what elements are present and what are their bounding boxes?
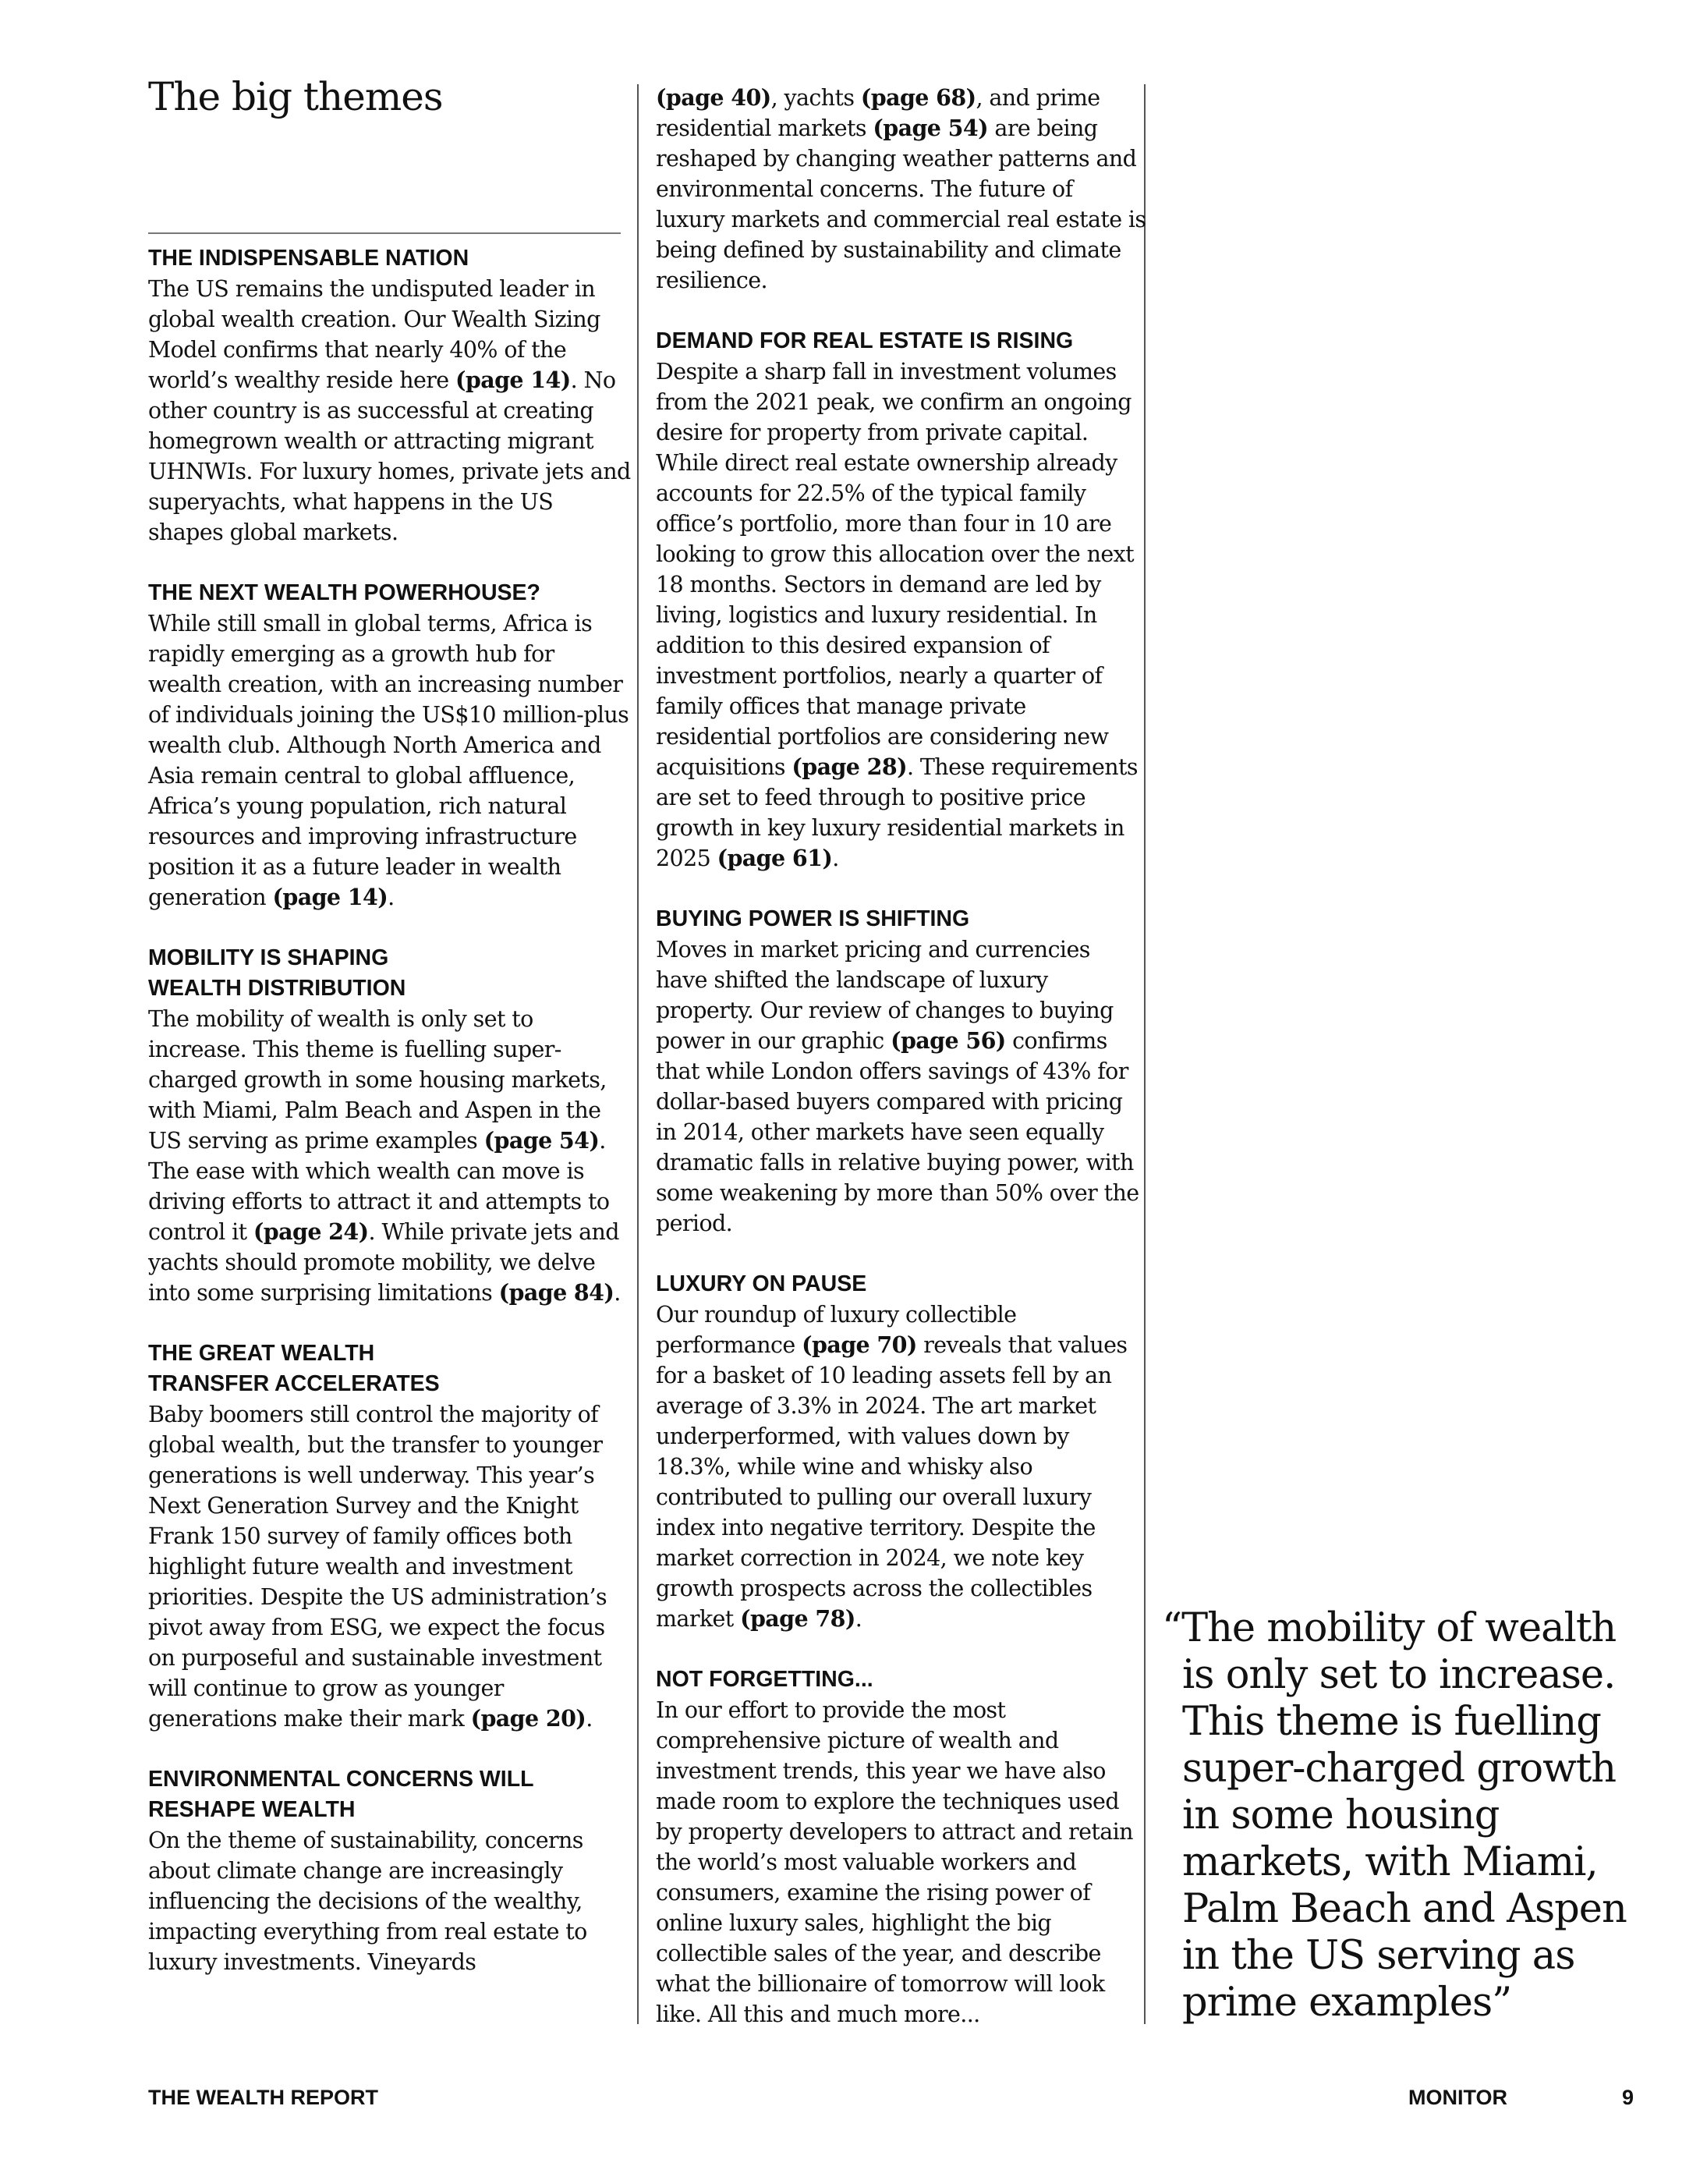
body-text: , yachts <box>770 85 861 111</box>
body-text: . <box>586 1706 593 1732</box>
page-reference: (page 28) <box>792 753 907 780</box>
section-body <box>656 356 1147 874</box>
body-text: Baby boomers still control the majority of global wealth, but the transfer to younger generations is well underway. This year’s Next Generation Survey and the Knight Frank 150 survey of family offices both highlight future wealth and investment priorities. Despite the US administration’s pivot away from ESG, we expect the focus on purposeful and sustainable investment will continue to grow as younger generations make their mark <box>148 1402 607 1732</box>
section-heading: NOT FORGETTING... <box>656 1667 873 1692</box>
page-reference: (page 20) <box>470 1705 586 1732</box>
section-body <box>656 83 1147 296</box>
section-body <box>656 1299 1147 1634</box>
section-not-forgetting <box>656 1665 1147 2030</box>
pull-quote-line: “The mobility of wealth <box>1162 1605 1617 1651</box>
section-luxury-on-pause <box>656 1269 1147 1634</box>
pull-quote-line: Palm Beach and Aspen <box>1182 1886 1627 1932</box>
body-text: . While private jets and yachts should promote mobility, we delve into some surprising limitations <box>148 1219 619 1306</box>
body-text: . These requirements are set to feed through to positive price growth in key luxury residential markets in 2025 <box>656 754 1138 871</box>
body-text: Moves in market pricing and currencies have shifted the landscape of luxury property. Our review of changes to buying power in our graphic <box>656 937 1114 1054</box>
body-text: . <box>832 846 839 871</box>
section-heading: THE GREAT WEALTH TRANSFER ACCELERATES <box>148 1341 440 1396</box>
section-body <box>148 608 632 913</box>
section-heading: THE INDISPENSABLE NATION <box>148 246 469 271</box>
page-reference: (page 40) <box>656 84 771 111</box>
body-text: . No other country is as successful at creating homegrown wealth or attracting migrant UHNWIs. For luxury homes, private jets and superyachts, what happens in the US shapes global markets. <box>148 367 631 545</box>
pull-quote-line: in some housing <box>1182 1792 1500 1838</box>
pull-quote-line: markets, with Miami, <box>1182 1839 1598 1885</box>
page-reference: (page 24) <box>253 1218 369 1245</box>
body-text: . The ease with which wealth can move is driving efforts to attract it and attempts to control it <box>148 1128 610 1245</box>
section-great-wealth-transfer <box>148 1338 632 1734</box>
column-middle <box>656 83 1147 2060</box>
page-reference: (page 84) <box>498 1279 614 1306</box>
body-text: In our effort to provide the most comprehensive picture of wealth and investment trends, this year we have also made room to explore the techniques used by property developers to attract and retain the world’s most valuable workers and consumers, examine the rising power of online luxury sales, highlight the big collectible sales of the year, and describe what the billionaire of tomorrow will look like. All this and much more... <box>656 1697 1133 2027</box>
section-body <box>148 1004 632 1308</box>
section-indispensable-nation <box>148 243 632 548</box>
section-heading: THE NEXT WEALTH POWERHOUSE? <box>148 580 540 605</box>
body-text: Despite a sharp fall in investment volumes from the 2021 peak, we confirm an ongoing desire for property from private capital. While direct real estate ownership already accounts for 22.5% of the typical family office’s portfolio, more than four in 10 are looking to grow this allocation over the next 18 months. Sectors in demand are led by living, logistics and luxury residential. In addition to this desired expansion of investment portfolios, nearly a quarter of family offices that manage private residential portfolios are considering new acquisitions <box>656 359 1134 780</box>
footer-section: MONITOR <box>1408 2086 1507 2109</box>
page-reference: (page 61) <box>717 845 833 871</box>
page-reference: (page 14) <box>455 367 571 393</box>
section-buying-power <box>656 904 1147 1239</box>
body-text: . <box>855 1606 862 1632</box>
pull-quote-line: is only set to increase. <box>1182 1652 1616 1698</box>
section-heading: MOBILITY IS SHAPING WEALTH DISTRIBUTION <box>148 945 406 1001</box>
page-reference: (page 56) <box>891 1027 1006 1054</box>
body-text: confirms that while London offers savings of 43% for dollar-based buyers compared with pricing in 2014, other markets have seen equally dramatic falls in relative buying power, with some weakening by more than 50% over the period. <box>656 1028 1139 1236</box>
section-body <box>656 934 1147 1239</box>
page-number: 9 <box>1622 2086 1634 2109</box>
page-reference: (page 54) <box>483 1127 600 1154</box>
pull-quote-line: prime examples” <box>1182 1980 1512 2026</box>
body-text: . <box>388 885 395 910</box>
section-environmental-continued <box>656 83 1147 296</box>
body-text: Our roundup of luxury collectible performance <box>656 1302 1017 1358</box>
body-text: On the theme of sustainability, concerns about climate change are increasingly influencing the decisions of the wealthy, impacting everything from real estate to luxury investments. Vineyards <box>148 1828 587 1975</box>
body-text: are being reshaped by changing weather patterns and environmental concerns. The future of luxury markets and commercial real estate is being defined by sustainability and climate resilience. <box>656 115 1146 293</box>
section-body <box>148 274 632 548</box>
title-divider <box>148 232 621 234</box>
body-text: , and prime residential markets <box>656 85 1100 141</box>
section-next-wealth-powerhouse <box>148 578 632 913</box>
page-reference: (page 14) <box>272 884 388 910</box>
body-text: The US remains the undisputed leader in global wealth creation. Our Wealth Sizing Model confirms that nearly 40% of the world’s wealthy reside here <box>148 276 600 393</box>
footer-publication: THE WEALTH REPORT <box>148 2086 378 2109</box>
page-reference: (page 54) <box>873 115 988 141</box>
column-left <box>148 243 632 2008</box>
section-heading: LUXURY ON PAUSE <box>656 1271 867 1296</box>
body-text: The mobility of wealth is only set to increase. This theme is fuelling super-charged growth in some housing markets, with Miami, Palm Beach and Aspen in the US serving as prime examples <box>148 1006 607 1154</box>
section-body <box>656 1695 1147 2030</box>
pull-quote-line: in the US serving as <box>1182 1933 1575 1979</box>
column-divider-left <box>637 84 639 2024</box>
section-body <box>148 1825 632 1977</box>
pull-quote <box>1162 1605 1630 2026</box>
page-reference: (page 70) <box>802 1331 917 1358</box>
section-heading: DEMAND FOR REAL ESTATE IS RISING <box>656 328 1074 353</box>
pull-quote-line: super-charged growth <box>1182 1746 1617 1792</box>
section-mobility <box>148 943 632 1308</box>
pull-quote-line: This theme is fuelling <box>1182 1699 1601 1745</box>
body-text: While still small in global terms, Africa is rapidly emerging as a growth hub for wealth creation, with an increasing number of individuals joining the US$10 million-plus wealth club. Although North America and Asia remain central to global affluence, Africa’s young population, rich natural resources and improving infrastructure position it as a future leader in wealth generation <box>148 611 629 910</box>
section-environmental-concerns <box>148 1764 632 1977</box>
page-reference: (page 78) <box>740 1605 855 1632</box>
body-text: reveals that values for a basket of 10 leading assets fell by an average of 3.3% in 2024. The art market underperformed, with values down by 18.3%, while wine and whisky also contributed to pulling our overall luxury index into negative territory. Despite the market correction in 2024, we note key growth prospects across the collectibles market <box>656 1332 1128 1632</box>
page-reference: (page 68) <box>860 84 976 111</box>
section-heading: ENVIRONMENTAL CONCERNS WILL RESHAPE WEALTH <box>148 1767 534 1822</box>
section-heading: BUYING POWER IS SHIFTING <box>656 906 970 931</box>
section-body <box>148 1399 632 1734</box>
section-demand-real-estate <box>656 326 1147 874</box>
body-text: . <box>614 1280 621 1306</box>
page-title: The big themes <box>148 74 443 119</box>
